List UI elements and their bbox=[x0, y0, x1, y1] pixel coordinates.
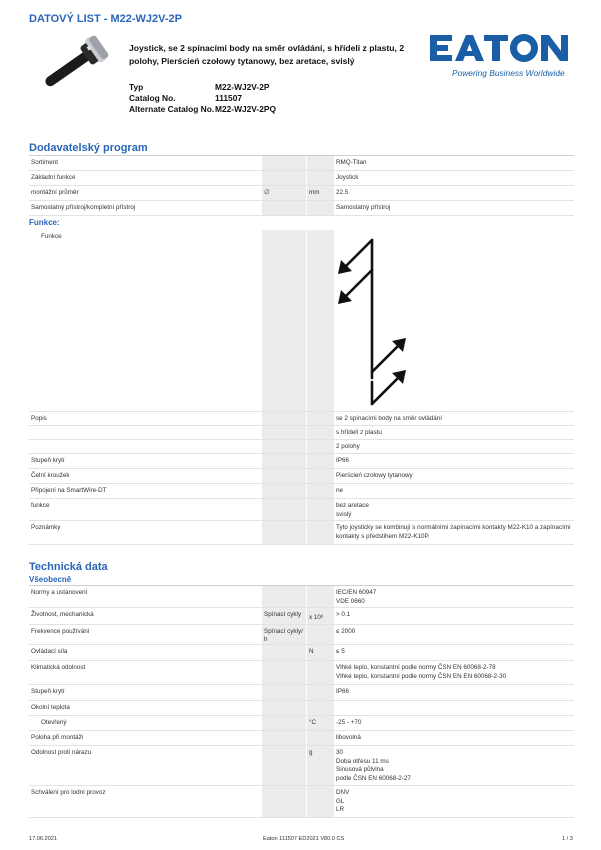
section-title-program: Dodavatelský program bbox=[29, 142, 148, 154]
row-symbol-line: Spínací cykly/ bbox=[264, 628, 303, 635]
table-row bbox=[29, 521, 574, 545]
row-value: libovolná bbox=[336, 734, 361, 741]
row-unit: g bbox=[306, 746, 334, 785]
row-value: IP66 bbox=[336, 457, 349, 464]
row-value: -25 - +70 bbox=[336, 719, 362, 726]
row-symbol bbox=[262, 786, 306, 817]
row-unit: x 10⁶ bbox=[306, 608, 334, 624]
row-unit bbox=[306, 440, 334, 453]
row-label: Schválení pro lodní provoz bbox=[31, 789, 106, 796]
row-symbol bbox=[262, 645, 306, 660]
row-value-line: Vlhké teplo, konstantní podle normy ČSN EN 60068-2-78 bbox=[336, 664, 496, 671]
row-label: Frekvence používání bbox=[31, 628, 90, 635]
row-symbol: ∅ bbox=[262, 186, 306, 200]
row-unit bbox=[306, 685, 334, 700]
row-label: Poloha při montáži bbox=[31, 734, 84, 741]
meta-catalog bbox=[129, 93, 276, 104]
row-unit: mm bbox=[306, 186, 334, 200]
row-unit bbox=[306, 731, 334, 745]
row-label: Odolnost proti nárazu bbox=[31, 749, 92, 756]
row-symbol-line: h bbox=[264, 636, 268, 643]
table-row bbox=[29, 685, 574, 701]
footer-date: 17.06.2021 bbox=[29, 836, 57, 842]
row-symbol bbox=[262, 201, 306, 215]
footer-doc-id: Eaton 111507 ED2021 V80.0 CS bbox=[263, 836, 345, 842]
row-unit: °C bbox=[306, 716, 334, 730]
table-row bbox=[29, 731, 574, 746]
row-value: ≤ 2000 bbox=[336, 628, 356, 635]
table-row bbox=[29, 645, 574, 661]
row-value bbox=[334, 521, 574, 544]
row-value: Joystick bbox=[336, 174, 359, 181]
row-symbol bbox=[262, 426, 306, 439]
row-label: Funkce bbox=[41, 233, 62, 240]
row-value-line: LR bbox=[336, 806, 345, 813]
row-value bbox=[334, 661, 574, 684]
row-symbol bbox=[262, 412, 306, 425]
row-value-line: IEC/EN 60947 bbox=[336, 589, 377, 596]
row-symbol: Spínací cykly bbox=[262, 608, 306, 624]
row-label bbox=[29, 440, 262, 453]
row-value: ≤ 5 bbox=[336, 648, 345, 655]
row-value-line: VDE 0660 bbox=[336, 597, 365, 605]
subsection-title-funkce: Funkce: bbox=[29, 218, 60, 227]
table-row bbox=[29, 746, 574, 786]
row-value-line: Sinusová půlvlna bbox=[336, 766, 384, 773]
row-value bbox=[334, 499, 574, 520]
meta-type bbox=[129, 82, 276, 93]
row-symbol bbox=[262, 661, 306, 684]
row-value-line: svislý bbox=[336, 510, 352, 518]
table-row bbox=[29, 716, 574, 731]
row-value: se 2 spínacími body na směr ovládání bbox=[336, 415, 443, 422]
table-row bbox=[29, 412, 574, 426]
row-value: > 0.1 bbox=[336, 611, 351, 618]
row-unit bbox=[306, 469, 334, 483]
table-row bbox=[29, 786, 574, 818]
row-label: funkce bbox=[31, 502, 50, 509]
row-value: 2 polohy bbox=[336, 443, 360, 450]
row-symbol bbox=[262, 746, 306, 785]
row-symbol bbox=[262, 586, 306, 607]
row-label bbox=[29, 426, 262, 439]
row-value: Pierścień czołowy tytanowy bbox=[336, 472, 413, 479]
row-symbol bbox=[262, 731, 306, 745]
table-row bbox=[29, 156, 574, 171]
row-value-line: podle ČSN EN 60068-2-27 bbox=[336, 774, 411, 782]
row-symbol bbox=[262, 499, 306, 520]
row-label: Popis bbox=[31, 415, 47, 422]
row-value bbox=[334, 701, 574, 715]
footer-page-number: 1 / 3 bbox=[562, 836, 573, 842]
row-unit bbox=[306, 499, 334, 520]
row-label: Klimatická odolnost bbox=[31, 664, 86, 671]
row-symbol bbox=[262, 625, 306, 644]
row-symbol bbox=[262, 171, 306, 185]
row-value bbox=[334, 786, 574, 817]
row-symbol bbox=[262, 484, 306, 498]
function-diagram-icon bbox=[330, 232, 420, 412]
row-value: RMQ-Titan bbox=[336, 159, 367, 166]
table-row bbox=[29, 201, 574, 216]
row-value-line: 30 bbox=[336, 749, 344, 756]
row-symbol bbox=[262, 156, 306, 170]
table-row bbox=[29, 661, 574, 685]
row-unit bbox=[306, 412, 334, 425]
row-label: Normy a ustanovení bbox=[31, 589, 88, 596]
row-unit bbox=[306, 521, 334, 544]
table-row bbox=[29, 426, 574, 440]
row-label: Okolní teplota bbox=[31, 704, 70, 711]
row-symbol bbox=[262, 230, 306, 411]
row-symbol bbox=[262, 440, 306, 453]
row-unit bbox=[306, 454, 334, 468]
table-row bbox=[29, 608, 574, 625]
row-label: Otevřený bbox=[41, 719, 67, 726]
meta-key: Alternate Catalog No. bbox=[129, 104, 215, 114]
row-label: Připojení na SmartWire-DT bbox=[31, 487, 107, 494]
row-value: IP66 bbox=[336, 688, 349, 695]
row-label: montážní průměr bbox=[31, 189, 79, 196]
section-title-tech: Technická data bbox=[29, 561, 108, 573]
row-label: Sortiment bbox=[31, 159, 58, 166]
row-label: Základní funkce bbox=[31, 174, 76, 181]
meta-value: 111507 bbox=[215, 93, 243, 103]
row-unit bbox=[306, 701, 334, 715]
meta-alt-catalog bbox=[129, 104, 276, 115]
row-symbol bbox=[262, 469, 306, 483]
product-description: Joystick, se 2 spínacími body na směr ovládání, s hřídelí z plastu, 2 polohy, Pierścień czołowy tytanowy, bez aretace, svislý bbox=[129, 43, 405, 66]
table-row bbox=[29, 186, 574, 201]
row-symbol bbox=[262, 685, 306, 700]
table-row bbox=[29, 171, 574, 186]
row-label: Stupeň krytí bbox=[31, 688, 65, 695]
page-title: DATOVÝ LIST - M22-WJ2V-2P bbox=[29, 13, 183, 25]
table-row bbox=[29, 499, 574, 521]
product-meta bbox=[129, 82, 276, 115]
row-value-line: DNV bbox=[336, 789, 350, 796]
row-value bbox=[334, 586, 574, 607]
meta-key: Typ bbox=[129, 82, 144, 92]
row-value: Samostatný přístroj bbox=[336, 204, 391, 211]
row-value-line: Doba otřesu 11 ms bbox=[336, 757, 389, 765]
row-value-line: Tyto joysticky se kombinují s normálními zapínacími kontakty M22-K10 a zapínacími bbox=[336, 524, 571, 531]
row-value: 22.5 bbox=[336, 189, 349, 196]
row-unit bbox=[306, 171, 334, 185]
meta-value: M22-WJ2V-2PQ bbox=[215, 104, 276, 114]
table-row bbox=[29, 454, 574, 469]
table-row bbox=[29, 484, 574, 499]
row-value: ne bbox=[336, 487, 344, 494]
row-value-line: GL bbox=[336, 797, 345, 805]
row-label: Ovládací síla bbox=[31, 648, 68, 655]
row-value: s hřídelí z plastu bbox=[336, 429, 382, 436]
row-unit bbox=[306, 201, 334, 215]
row-label: Samostatný přístroj/kompletní přístroj bbox=[31, 204, 136, 211]
row-unit bbox=[306, 156, 334, 170]
row-symbol bbox=[262, 521, 306, 544]
row-value-line: kontakty s předstihem M22-K10P. bbox=[336, 532, 430, 540]
row-label: Stupeň krytí bbox=[31, 457, 65, 464]
table-row bbox=[29, 469, 574, 484]
row-unit bbox=[306, 484, 334, 498]
row-symbol bbox=[262, 701, 306, 715]
row-unit bbox=[306, 586, 334, 607]
row-value-line: Vlhké teplo, konstantní podle normy ČSN EN EN 60068-2-30 bbox=[336, 672, 507, 680]
table-row bbox=[29, 625, 574, 645]
row-label: Životnost, mechanická bbox=[31, 611, 94, 618]
row-unit: N bbox=[306, 645, 334, 660]
meta-key: Catalog No. bbox=[129, 93, 176, 103]
meta-value: M22-WJ2V-2P bbox=[215, 82, 270, 92]
row-unit bbox=[306, 426, 334, 439]
row-unit bbox=[306, 661, 334, 684]
row-label: Čelní kroužek bbox=[31, 472, 70, 479]
product-image bbox=[34, 33, 116, 95]
row-label: Poznámky bbox=[31, 524, 61, 531]
row-symbol bbox=[262, 716, 306, 730]
table-row bbox=[29, 586, 574, 608]
table-row bbox=[29, 440, 574, 454]
subsection-title-general: Všeobecně bbox=[29, 575, 72, 584]
row-unit bbox=[306, 786, 334, 817]
table-row bbox=[29, 230, 574, 412]
logo-tagline: Powering Business Worldwide bbox=[452, 68, 565, 78]
row-value-line: bez aretace bbox=[336, 502, 369, 509]
table-row bbox=[29, 701, 574, 716]
row-value bbox=[334, 746, 574, 785]
row-unit bbox=[306, 625, 334, 644]
row-symbol bbox=[262, 454, 306, 468]
